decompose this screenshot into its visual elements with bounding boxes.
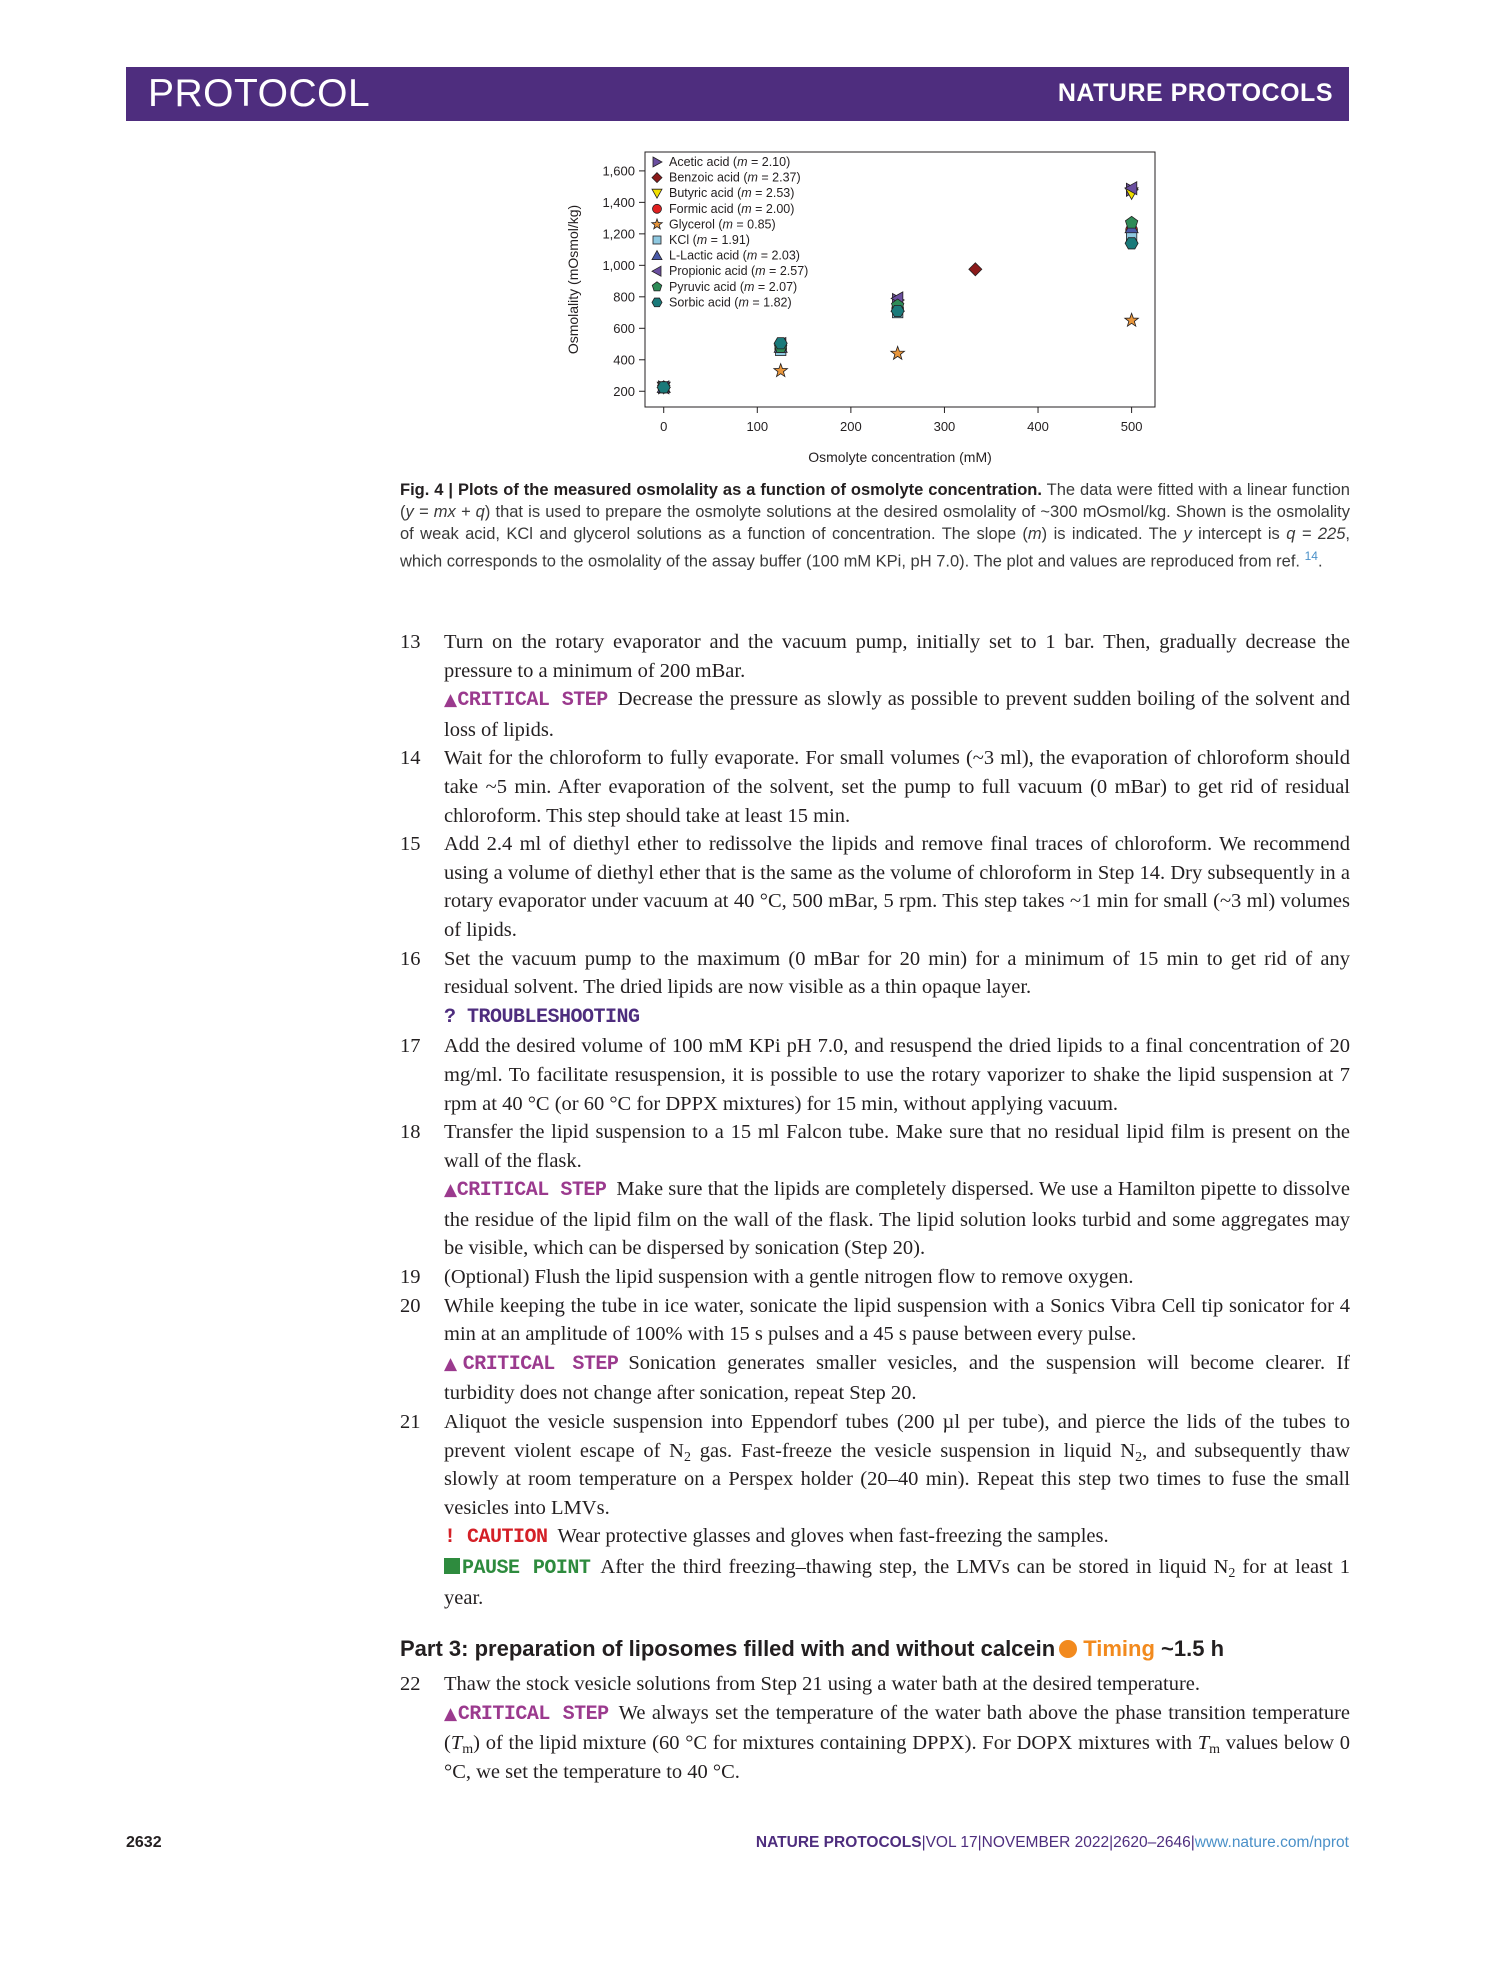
data-point — [1125, 238, 1138, 249]
critical-step-label — [444, 689, 608, 712]
critical-step-note — [444, 1699, 1350, 1787]
step-19 — [400, 1263, 1350, 1292]
footer-separator: | — [1190, 1834, 1195, 1851]
critical-step-label — [444, 1353, 618, 1376]
step-text — [444, 1408, 1350, 1522]
note-text: Decrease the pressure as slowly as possible to prevent sudden boiling of the solvent and loss of lipids. — [444, 688, 1351, 741]
caption-text: , which corresponds to the osmolality of the assay buffer (100 mM KPi, pH 7.0). The plot and values are reproduced from ref. — [400, 525, 1350, 571]
page-footer — [756, 1834, 1349, 1852]
step-13 — [400, 628, 1350, 744]
legend-marker — [652, 173, 662, 183]
x-axis-label: Osmolyte concentration (mM) — [808, 449, 992, 465]
protocol-steps — [400, 628, 1350, 1787]
legend-entry: Formic acid (m = 2.00) — [669, 201, 795, 216]
page-number: 2632 — [126, 1834, 162, 1851]
legend-entry: Pyruvic acid (m = 2.07) — [669, 279, 798, 294]
y-tick-label: 800 — [613, 289, 635, 305]
warning-triangle-icon: ▲ — [444, 1180, 457, 1201]
step-number: 22 — [400, 1673, 421, 1696]
reference-link[interactable]: 14 — [1304, 549, 1318, 563]
legend-marker — [652, 251, 662, 260]
caution-note — [444, 1522, 1350, 1553]
step-14 — [400, 744, 1350, 830]
y-tick-label: 1,600 — [602, 163, 635, 179]
y-tick-label: 1,200 — [602, 226, 635, 242]
step-18 — [400, 1118, 1350, 1263]
note-text: ) of the lipid mixture (60 °C for mixtures containing DPPX). For DOPX mixtures with — [473, 1732, 1198, 1755]
y-tick-label: 400 — [613, 352, 635, 368]
caution-label: ! CAUTION — [444, 1526, 548, 1550]
footer-volume: VOL 17 — [925, 1834, 978, 1851]
step-21 — [400, 1408, 1350, 1612]
legend-entry: Glycerol (m = 0.85) — [669, 217, 776, 232]
troubleshooting-link[interactable]: ? TROUBLESHOOTING — [444, 1005, 640, 1029]
figure-title: Plots of the measured osmolality as a function of osmolyte concentration. — [457, 481, 1042, 499]
step-text: Set the vacuum pump to the maximum (0 mBar for 20 min) for a minimum of 15 min to get rid of any residual solvent. The dried lipids are now visible as a thin opaque layer. — [444, 947, 1350, 999]
data-point — [1125, 216, 1137, 228]
footer-journal: NATURE PROTOCOLS — [755, 1834, 922, 1851]
legend-marker — [653, 204, 662, 213]
pause-square-icon — [444, 1558, 460, 1574]
note-text: Sonication generates smaller vesicles, and the suspension will become clearer. If turbidity does not change after sonication, repeat Step 20. — [444, 1351, 1350, 1405]
step-number: 20 — [400, 1294, 421, 1317]
footer-separator: | — [1109, 1834, 1114, 1851]
critical-step-text: CRITICAL STEP — [457, 1702, 609, 1726]
x-tick-label: 0 — [660, 419, 668, 434]
data-point — [969, 263, 982, 276]
warning-triangle-icon: ▲ — [444, 1703, 458, 1724]
legend-marker — [652, 219, 662, 229]
data-point — [774, 338, 787, 349]
step-text-part: , and subsequently thaw slowly at room temperature on a Perspex holder (20–40 min). Repeat this step two times to fuse the small vesicles into LMVs. — [444, 1439, 1350, 1519]
step-16 — [400, 945, 1350, 1033]
step-15 — [400, 830, 1350, 944]
y-axis-label: Osmolality (mOsmol/kg) — [565, 204, 581, 355]
note-text: Make sure that the lipids are completely dispersed. We use a Hamilton pipette to dissolve the residue of the lipid film on the wall of the flask. The lipid solution looks turbid and some aggregates may be visible, which can be dispersed by sonication (Step 20). — [444, 1178, 1350, 1260]
tm-symbol: T — [1197, 1732, 1210, 1755]
subscript: 2 — [1228, 1566, 1236, 1581]
y-tick-label: 1,000 — [602, 257, 635, 273]
legend-entry: Benzoic acid (m = 2.37) — [669, 170, 801, 185]
critical-step-note — [444, 1175, 1350, 1263]
timing-label: Timing — [1083, 1636, 1155, 1662]
legend-entry: Sorbic acid (m = 1.82) — [669, 295, 792, 310]
note-text: Wear protective glasses and gloves when fast-freezing the samples. — [557, 1525, 1109, 1548]
critical-step-text: CRITICAL STEP — [457, 689, 608, 713]
note-text: values below 0 °C, we set the temperature to 40 °C. — [444, 1732, 1350, 1783]
subscript: 2 — [1135, 1449, 1143, 1465]
caption-text: ) that is used to prepare the osmolyte solutions at the desired osmolality of ~300 mOsmol/kg. Shown is the osmolality of weak acid, KCl and glycerol solutions as a function of concentration. The slope ( — [400, 503, 1351, 543]
legend-entry: Propionic acid (m = 2.57) — [669, 264, 809, 279]
legend-entry: L-Lactic acid (m = 2.03) — [669, 248, 800, 263]
legend-entry: Butyric acid (m = 2.53) — [669, 186, 795, 201]
step-text: Wait for the chloroform to fully evaporate. For small volumes (~3 ml), the evaporation of chloroform should take ~5 min. After evaporation of the solvent, set the pump to full vacuum (0 mBar) to get rid of residual chloroform. This step should take at least 15 min. — [444, 747, 1350, 827]
step-number: 14 — [400, 747, 421, 770]
pause-point-label — [444, 1557, 590, 1580]
caption-slope-symbol: m — [1027, 525, 1042, 543]
timing-value: ~1.5 h — [1161, 1636, 1225, 1662]
data-point — [774, 364, 788, 377]
caption-text: . — [1317, 552, 1323, 571]
critical-step-note — [444, 685, 1350, 744]
legend-marker — [653, 157, 662, 167]
note-text: After the third freezing–thawing step, the LMVs can be stored in liquid N — [600, 1556, 1229, 1578]
footer-separator: | — [977, 1834, 982, 1851]
pause-point-note — [444, 1553, 1350, 1612]
x-tick-label: 100 — [746, 419, 769, 434]
subscript: m — [462, 1742, 474, 1758]
y-tick-label: 600 — [613, 320, 635, 336]
step-number: 16 — [400, 947, 421, 970]
subscript: 2 — [683, 1449, 691, 1465]
critical-step-note — [444, 1349, 1350, 1408]
footer-url-link[interactable]: www.nature.com/nprot — [1194, 1834, 1349, 1851]
step-17 — [400, 1032, 1350, 1118]
step-text: (Optional) Flush the lipid suspension with a gentle nitrogen flow to remove oxygen. — [444, 1266, 1134, 1289]
critical-step-label — [444, 1703, 609, 1726]
journal-name: NATURE PROTOCOLS — [1057, 79, 1333, 107]
warning-triangle-icon: ▲ — [444, 690, 458, 711]
step-number: 18 — [400, 1121, 421, 1144]
data-point — [1125, 313, 1139, 326]
step-22 — [400, 1670, 1350, 1786]
caption-text: ) is indicated. The — [1041, 525, 1184, 543]
critical-step-label — [444, 1179, 606, 1202]
data-point — [657, 382, 670, 393]
step-text: Transfer the lipid suspension to a 15 ml Falcon tube. Make sure that no residual lipid film is present on the wall of the flask. — [444, 1121, 1350, 1172]
step-20 — [400, 1292, 1350, 1408]
x-tick-label: 200 — [840, 419, 862, 434]
caption-formula: y = mx + q — [405, 503, 485, 521]
osmolality-scatter-chart — [560, 150, 1210, 470]
footer-pages: 2620–2646 — [1113, 1834, 1191, 1851]
warning-triangle-icon: ▲ — [444, 1353, 463, 1374]
caption-y-symbol: y — [1183, 525, 1192, 543]
figure-4 — [560, 150, 1210, 470]
section-heading-part-3 — [400, 1634, 1350, 1664]
legend-marker — [652, 189, 662, 198]
legend-marker — [652, 298, 662, 307]
step-number: 17 — [400, 1035, 421, 1058]
step-number: 19 — [400, 1266, 421, 1289]
step-number: 21 — [400, 1411, 421, 1434]
legend-marker — [652, 266, 661, 276]
footer-separator: | — [921, 1834, 926, 1851]
timing-dot-icon — [1059, 1640, 1077, 1658]
critical-step-text: CRITICAL STEP — [462, 1352, 619, 1376]
step-text-part: Aliquot the vesicle suspension into Eppendorf tubes (200 µl per tube), and pierce the lids of the tubes to prevent violent escape of N — [444, 1411, 1350, 1462]
step-text: Add 2.4 ml of diethyl ether to redissolve the lipids and remove final traces of chloroform. We recommend using a volume of diethyl ether that is the same as the volume of chloroform in Step 14. Dry subsequently in a rotary evaporator under vacuum at 40 °C, 500 mBar, 5 rpm. This step takes ~1 min for small (~3 ml) volumes of lipids. — [444, 833, 1350, 941]
data-point — [891, 305, 904, 316]
note-text: We always set the temperature of the water bath above the phase transition temperature ( — [444, 1701, 1351, 1755]
legend-marker — [653, 236, 661, 244]
step-number: 15 — [400, 833, 421, 856]
legend-entry: Acetic acid (m = 2.10) — [669, 155, 791, 169]
x-tick-label: 400 — [1027, 419, 1049, 434]
figure-caption — [400, 479, 1350, 573]
legend-marker — [652, 282, 662, 291]
figure-label: Fig. 4 | — [400, 481, 454, 499]
pause-point-text: PAUSE POINT — [462, 1557, 591, 1580]
y-tick-label: 200 — [613, 383, 635, 399]
step-text: Turn on the rotary evaporator and the vacuum pump, initially set to 1 bar. Then, gradually decrease the pressure to a minimum of 200 mBar. — [444, 631, 1350, 682]
note-text: for at least 1 year. — [444, 1556, 1350, 1609]
footer-date: NOVEMBER 2022 — [981, 1834, 1110, 1851]
step-text: While keeping the tube in ice water, sonicate the lipid suspension with a Sonics Vibra Cell tip sonicator for 4 min at an amplitude of 100% with 15 s pulses and a 45 s pause between every pulse. — [444, 1294, 1350, 1346]
step-text: Thaw the stock vesicle solutions from Step 21 using a water bath at the desired temperature. — [444, 1673, 1201, 1696]
x-tick-label: 500 — [1120, 419, 1143, 434]
step-number: 13 — [400, 631, 421, 653]
y-tick-label: 1,400 — [602, 194, 635, 210]
data-point — [891, 346, 905, 359]
step-text: Add the desired volume of 100 mM KPi pH 7.0, and resuspend the dried lipids to a final concentration of 20 mg/ml. To facilitate resuspension, it is possible to use the rotary vaporizer to shake the lipid suspension at 7 rpm at 40 °C (or 60 °C for DPPX mixtures) for 15 min, without applying vacuum. — [444, 1035, 1350, 1115]
caption-intercept: q = 225 — [1286, 525, 1346, 543]
troubleshooting-note — [444, 1002, 1350, 1033]
caption-text: The data were fitted with a linear function ( — [400, 481, 1350, 521]
x-tick-label: 300 — [933, 419, 956, 434]
journal-header-band — [126, 67, 1349, 121]
step-text-part: gas. Fast-freeze the vesicle suspension in liquid N — [690, 1439, 1136, 1462]
subscript: m — [1209, 1742, 1221, 1758]
article-type-label: PROTOCOL — [148, 72, 371, 115]
caption-text: intercept is — [1191, 525, 1287, 543]
tm-symbol: T — [450, 1732, 463, 1755]
critical-step-text: CRITICAL STEP — [456, 1179, 607, 1203]
section-title: Part 3: preparation of liposomes filled with and without calcein — [400, 1636, 1056, 1662]
legend-entry: KCl (m = 1.91) — [669, 233, 750, 247]
